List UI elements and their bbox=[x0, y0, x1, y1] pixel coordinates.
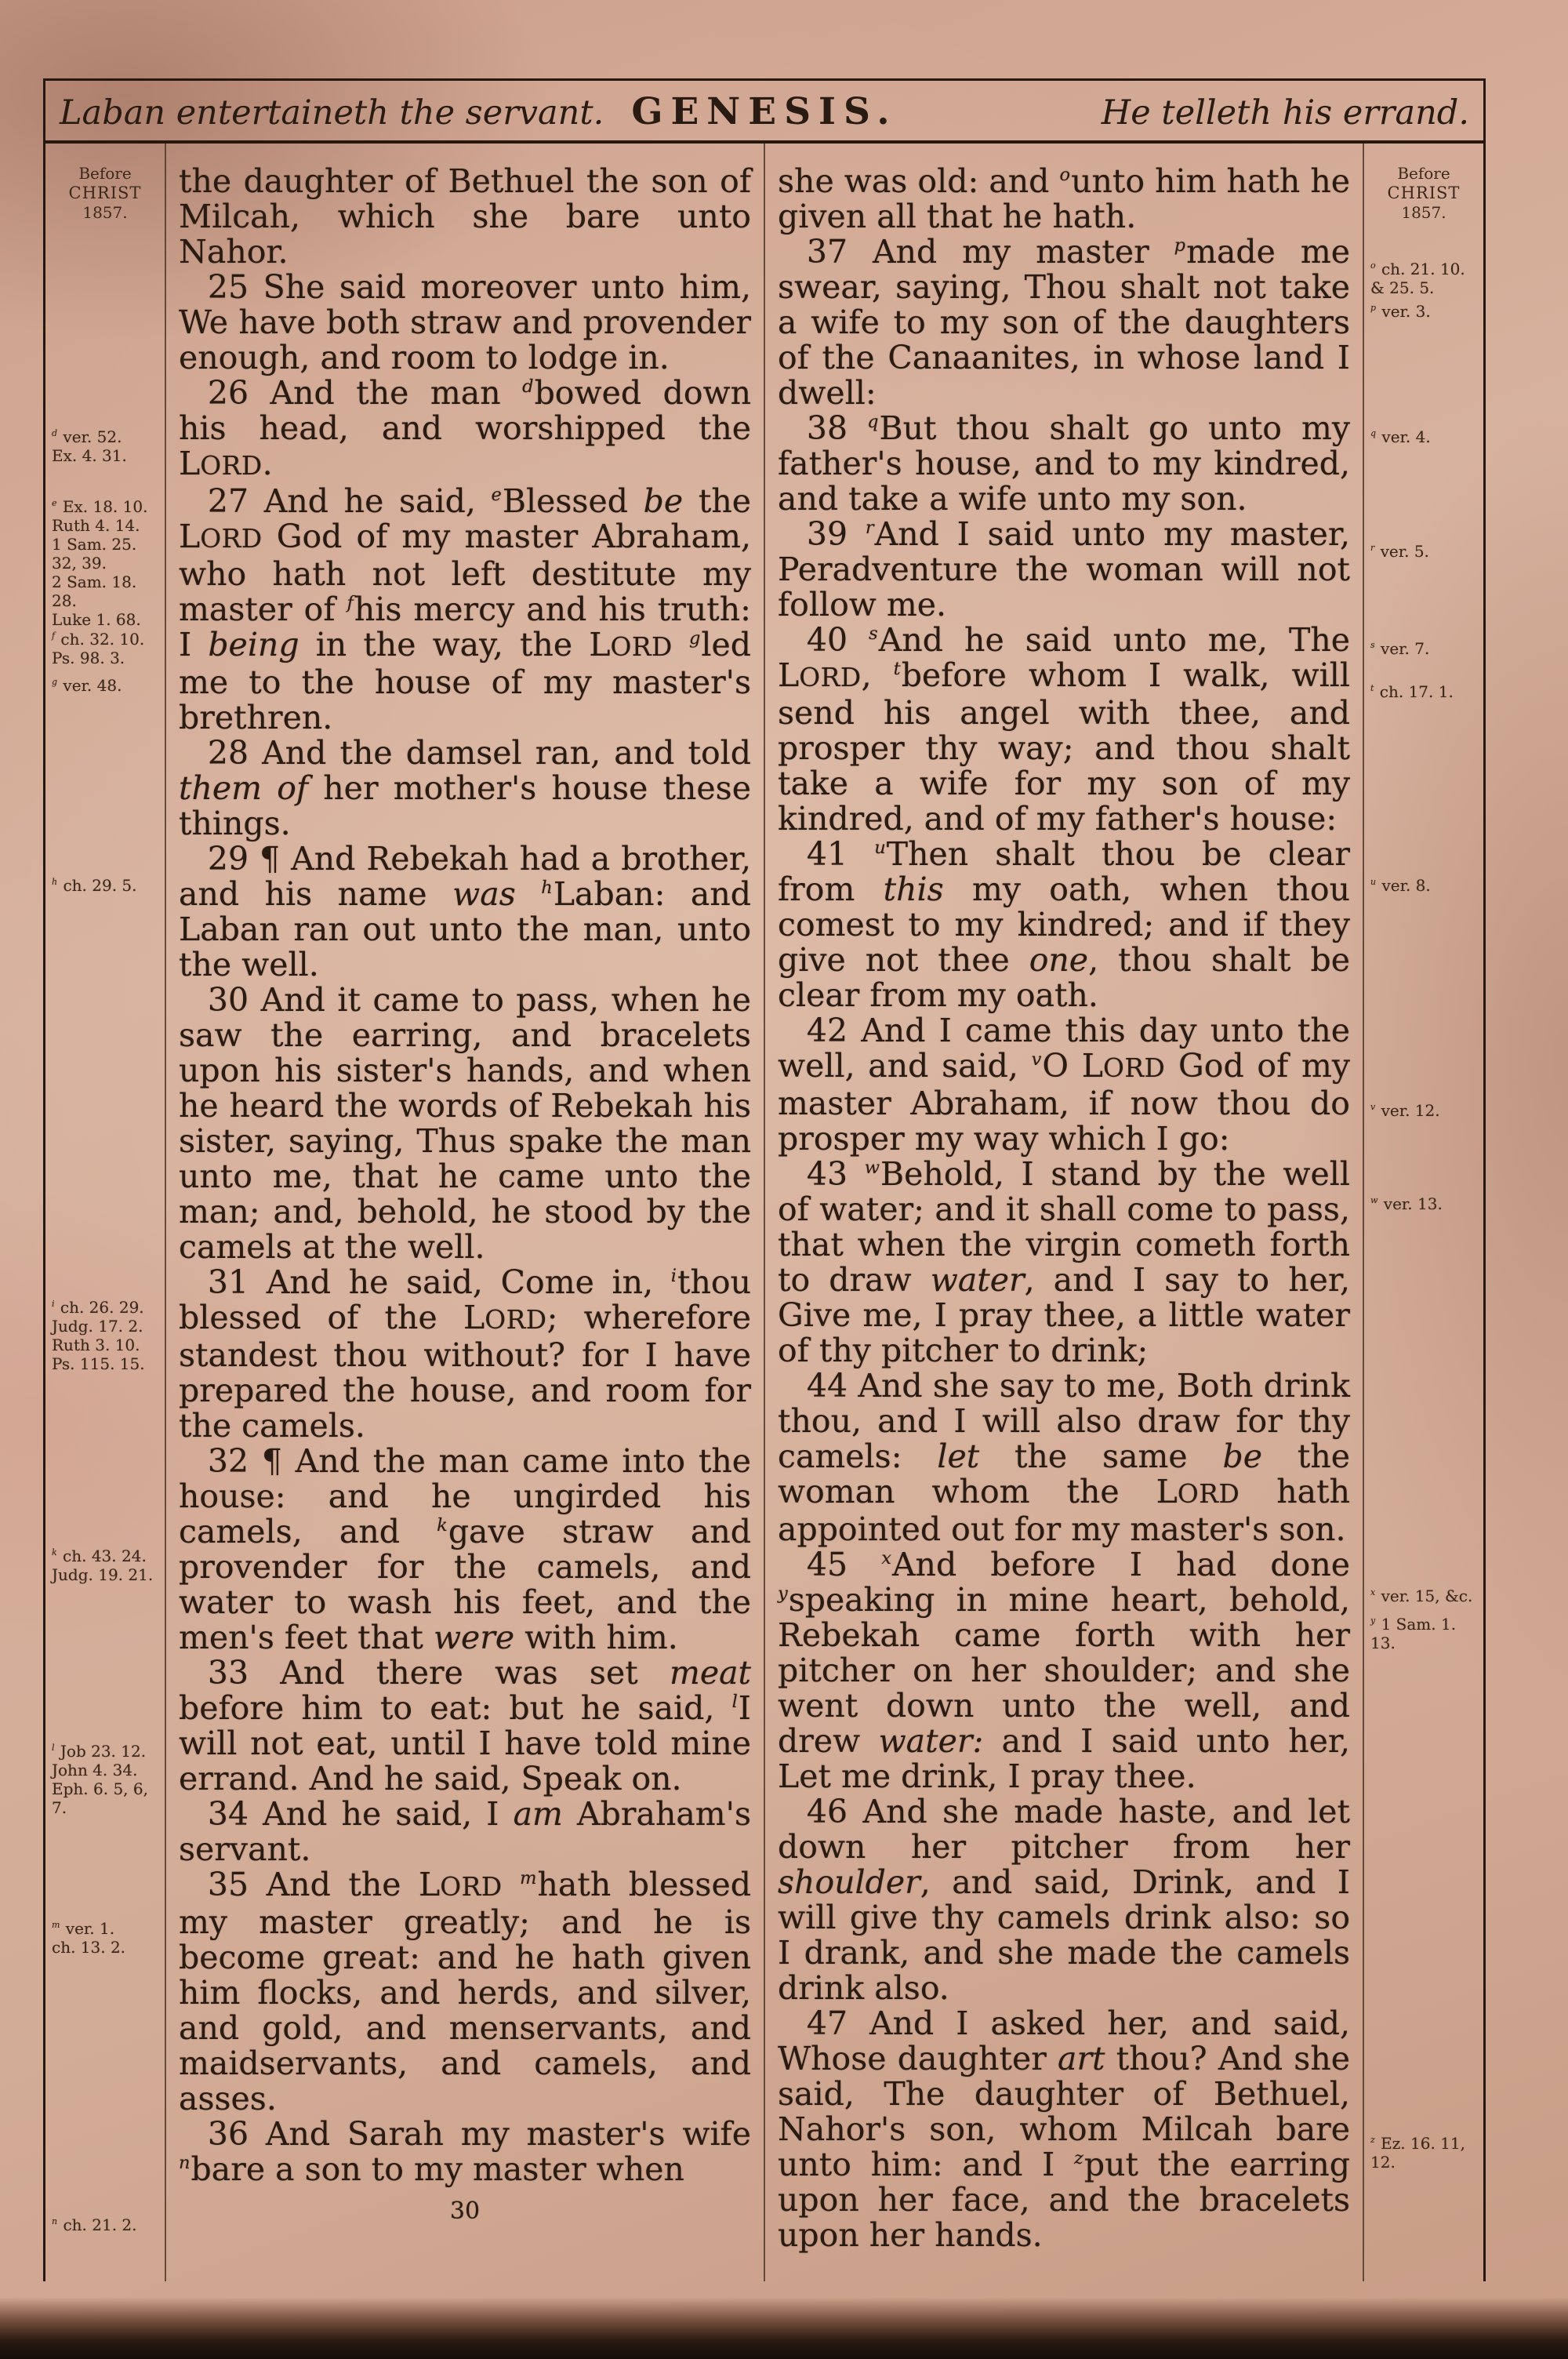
margin-reference: $^r$ ver. 5. bbox=[1370, 542, 1429, 561]
margin-reference: $^x$ ver. 15, &c. bbox=[1370, 1587, 1473, 1605]
verse-paragraph: 44 And she say to me, Both drink thou, and I will also draw for thy camels: let the same be the woman whom the LORD hath appointed out for my master's son. bbox=[778, 1367, 1351, 1548]
margin-reference: $^e$ Ex. 18. 10. Ruth 4. 14. 1 Sam. 25. 32, 39. 2 Sam. 18. 28. Luke 1. 68. bbox=[52, 497, 148, 629]
verse-paragraph: 26 And the man $^d$bowed down his head, and worshipped the LORD. bbox=[179, 374, 752, 482]
margin-reference: $^u$ ver. 8. bbox=[1370, 876, 1431, 895]
verse-paragraph: 29 ¶ And Rebekah had a brother, and his name was $^h$Laban: and Laban ran out unto the man, unto the well. bbox=[179, 840, 751, 983]
margin-reference: $^l$ Job 23. 12. John 4. 34. Eph. 6. 5, 6, 7. bbox=[52, 1742, 148, 1817]
page-frame bbox=[43, 78, 1486, 2281]
verse-paragraph: 38 $^q$But thou shalt go unto my father's house, and to my kindred, and take a wife unto my son. bbox=[778, 409, 1350, 518]
left-verses bbox=[179, 164, 751, 2187]
margin-reference: $^s$ ver. 7. bbox=[1370, 639, 1430, 658]
verse-paragraph: 36 And Sarah my master's wife $^n$bare a son to my master when bbox=[179, 2115, 751, 2188]
column-divider bbox=[165, 144, 166, 2281]
margin-reference: $^f$ ch. 32. 10. Ps. 98. 3. bbox=[52, 630, 145, 667]
margin-reference: $^k$ ch. 43. 24. Judg. 19. 21. bbox=[52, 1547, 154, 1584]
verse-paragraph: 27 And he said, $^e$Blessed be the LORD God of my master Abraham, who hath not left destitute my master of $^f$his mercy and his truth: I being in the way, the LORD $^g$led me to the house of my master's brethren. bbox=[179, 482, 751, 736]
verse-paragraph: 28 And the damsel ran, and told them of her mother's house these things. bbox=[179, 734, 751, 842]
margin-reference: $^z$ Ez. 16. 11, 12. bbox=[1370, 2134, 1465, 2172]
verse-paragraph: 45 $^x$And before I had done $^y$speaking in mine heart, behold, Rebekah came forth with her pitcher on her shoulder; and she went down unto the well, and drew water: and I said unto her, Let me drink, I pray thee. bbox=[778, 1546, 1350, 1795]
verse-paragraph: 42 And I came this day unto the well, and said, $^v$O LORD God of my master Abraham, if now thou do prosper my way which I go: bbox=[778, 1012, 1350, 1158]
verse-continuation: the daughter of Bethuel the son of Milcah, which she bare unto Nahor. bbox=[179, 162, 751, 271]
verse-paragraph: 35 And the LORD $^m$hath blessed my master greatly; and he is become great: and he hath given him flocks, and herds, and silver, and gold, and menservants, and maidservants, and camels, and asses. bbox=[179, 1866, 751, 2117]
verse-paragraph: 47 And I asked her, and said, Whose daughter art thou? And she said, The daughter of Bethuel, Nahor's son, whom Milcah bare unto him: and I $^z$put the earring upon her face, and the bracelets upon her hands. bbox=[778, 2005, 1351, 2254]
margin-reference: $^o$ ch. 21. 10. & 25. 5. bbox=[1370, 260, 1465, 297]
verse-paragraph: 33 And there was set meat before him to eat: but he said, $^l$I will not eat, until I have told mine errand. And he said, Speak on. bbox=[179, 1654, 751, 1797]
verse-paragraph: 46 And she made haste, and let down her pitcher from her shoulder, and said, Drink, and I will give thy camels drink also: so I drank, and she made the camels drink also. bbox=[778, 1793, 1350, 2007]
margin-reference: $^i$ ch. 26. 29. Judg. 17. 2. Ruth 3. 10. Ps. 115. 15. bbox=[52, 1298, 145, 1373]
right-verses bbox=[778, 164, 1350, 2253]
verse-paragraph: 41 $^u$Then shalt thou be clear from this my oath, when thou comest to my kindred; and if they give not thee one, thou shalt be clear from my oath. bbox=[778, 835, 1351, 1014]
page-bottom-edge bbox=[0, 2298, 1568, 2359]
running-head bbox=[45, 81, 1483, 140]
margin-reference: $^w$ ver. 13. bbox=[1370, 1194, 1443, 1213]
page-number: 30 bbox=[449, 2197, 481, 2225]
verse-paragraph: 31 And he said, Come in, $^i$thou blessed of the LORD; wherefore standest thou without? for I have prepared the house, and room for the camels. bbox=[179, 1263, 751, 1445]
right-margin-notes bbox=[1364, 144, 1483, 2281]
margin-reference: $^d$ ver. 52. Ex. 4. 31. bbox=[52, 427, 127, 465]
verse-paragraph: 40 $^s$And he said unto me, The LORD, $^t$before whom I walk, will send his angel with thee, and prosper thy way; and thou shalt take a wife for my son of my kindred, and of my father's house: bbox=[778, 621, 1350, 838]
margin-reference: $^v$ ver. 12. bbox=[1370, 1101, 1440, 1120]
verse-paragraph: 37 And my master $^p$made me swear, saying, Thou shalt not take a wife to my son of the daughters of the Canaanites, in whose land I dwell: bbox=[778, 233, 1350, 412]
margin-reference: $^m$ ver. 1. ch. 13. 2. bbox=[52, 1919, 126, 1957]
verse-continuation: she was old: and $^o$unto him hath he given all that he hath. bbox=[778, 162, 1351, 235]
margin-reference: $^q$ ver. 4. bbox=[1370, 427, 1431, 446]
verse-paragraph: 43 $^w$Behold, I stand by the well of water; and it shall come to pass, that when the virgin cometh forth to draw water, and I say to her, Give me, I pray thee, a little water of thy pitcher to drink; bbox=[778, 1155, 1351, 1369]
verse-paragraph: 30 And it came to pass, when he saw the earring, and bracelets upon his sister's hands, and when he heard the words of Rebekah his sister, saying, Thus spake the man unto me, that he came unto the man; and, behold, he stood by the camels at the well. bbox=[179, 981, 751, 1266]
margin-reference: $^p$ ver. 3. bbox=[1370, 302, 1431, 321]
left-text-column bbox=[166, 144, 764, 2281]
page-content bbox=[45, 144, 1483, 2281]
column-divider bbox=[764, 144, 765, 2281]
margin-reference: $^h$ ch. 29. 5. bbox=[52, 876, 137, 895]
right-text-column bbox=[765, 144, 1363, 2281]
running-head-right: He telleth his errand. bbox=[1101, 93, 1469, 133]
verse-paragraph: 25 She said moreover unto him, We have both straw and provender enough, and room to lodge in. bbox=[179, 268, 751, 376]
left-margin-notes bbox=[45, 144, 165, 2281]
margin-reference: $^g$ ver. 48. bbox=[52, 676, 122, 695]
running-head-left: Laban entertaineth the servant. bbox=[60, 93, 604, 133]
verse-paragraph: 32 ¶ And the man came into the house: and he ungirded his camels, and $^k$gave straw and provender for the camels, and water to wash his feet, and the men's feet that were with him. bbox=[179, 1442, 751, 1656]
margin-reference: $^y$ 1 Sam. 1. 13. bbox=[1370, 1615, 1457, 1652]
book-title: GENESIS. bbox=[631, 90, 898, 133]
margin-reference: $^n$ ch. 21. 2. bbox=[52, 2215, 137, 2234]
before-christ-heading: Before CHRIST 1857. bbox=[1387, 164, 1461, 222]
margin-reference: $^t$ ch. 17. 1. bbox=[1370, 682, 1454, 701]
verse-paragraph: 34 And he said, I am Abraham's servant. bbox=[179, 1795, 751, 1868]
verse-paragraph: 39 $^r$And I said unto my master, Peradventure the woman will not follow me. bbox=[778, 515, 1350, 623]
before-christ-heading: Before CHRIST 1857. bbox=[68, 164, 142, 222]
